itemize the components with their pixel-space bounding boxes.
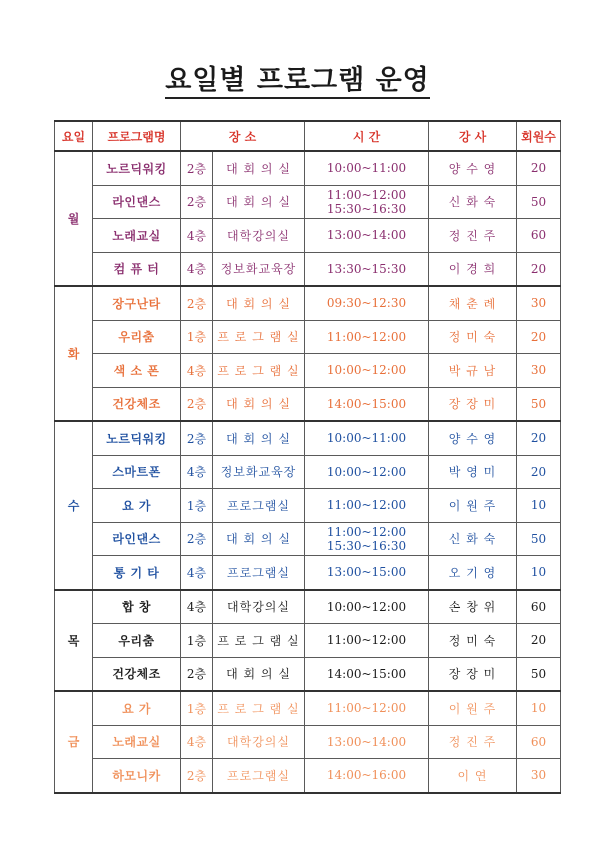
member-count-cell: 20	[517, 624, 561, 658]
time-cell	[305, 624, 429, 658]
table-row	[55, 691, 561, 725]
time-cell	[305, 286, 429, 320]
room-cell: 대학강의실	[213, 219, 305, 253]
time-range: 13:00~14:00	[326, 228, 407, 243]
room-cell: 대 회 의 실	[213, 522, 305, 556]
time-cell	[305, 556, 429, 590]
room-cell: 프로그램실	[213, 759, 305, 793]
program-cell: 노래교실	[93, 219, 181, 253]
floor-cell: 2층	[181, 421, 213, 455]
time-range: 11:00~12:00	[326, 701, 407, 716]
header-time: 시 간	[305, 121, 429, 151]
day-cell: 수	[55, 421, 93, 590]
time-cell	[305, 657, 429, 691]
floor-cell: 2층	[181, 522, 213, 556]
table-row	[55, 590, 561, 624]
table-row	[55, 489, 561, 523]
program-cell: 스마트폰	[93, 455, 181, 489]
instructor-cell: 신 화 숙	[429, 185, 517, 219]
program-cell: 합 창	[93, 590, 181, 624]
time-cell	[305, 759, 429, 793]
program-cell: 노르딕워킹	[93, 151, 181, 185]
program-cell: 건강체조	[93, 387, 181, 421]
floor-cell: 4층	[181, 590, 213, 624]
floor-cell: 4층	[181, 725, 213, 759]
member-count-cell: 30	[517, 759, 561, 793]
table-row	[55, 387, 561, 421]
member-count-cell: 10	[517, 691, 561, 725]
instructor-cell: 이 원 주	[429, 489, 517, 523]
header-row	[55, 121, 561, 151]
instructor-cell: 이 원 주	[429, 691, 517, 725]
room-cell: 프로그램실	[213, 489, 305, 523]
time-range: 15:30~16:30	[326, 538, 407, 553]
time-range: 10:00~11:00	[326, 431, 407, 446]
floor-cell: 1층	[181, 691, 213, 725]
time-range: 13:00~15:00	[326, 565, 407, 580]
time-range: 10:00~12:00	[326, 464, 407, 479]
table-row	[55, 354, 561, 388]
floor-cell: 4층	[181, 455, 213, 489]
program-cell: 우리춤	[93, 320, 181, 354]
time-cell	[305, 354, 429, 388]
time-range: 10:00~12:00	[326, 599, 407, 614]
member-count-cell: 50	[517, 387, 561, 421]
header-members: 회원수	[517, 121, 561, 151]
floor-cell: 4층	[181, 556, 213, 590]
page-title-text: 요일별 프로그램 운영	[165, 65, 430, 99]
room-cell: 정보화교육장	[213, 252, 305, 286]
floor-cell: 2층	[181, 759, 213, 793]
floor-cell: 1층	[181, 320, 213, 354]
instructor-cell: 이 연	[429, 759, 517, 793]
instructor-cell: 양 수 영	[429, 151, 517, 185]
time-cell	[305, 421, 429, 455]
time-cell	[305, 185, 429, 219]
header-day: 요일	[55, 121, 93, 151]
program-cell: 컴 퓨 터	[93, 252, 181, 286]
time-range: 15:30~16:30	[326, 201, 407, 216]
instructor-cell: 정 진 주	[429, 725, 517, 759]
member-count-cell: 60	[517, 725, 561, 759]
time-cell	[305, 522, 429, 556]
table-row	[55, 252, 561, 286]
table-row	[55, 219, 561, 253]
member-count-cell: 20	[517, 151, 561, 185]
program-cell: 통 기 타	[93, 556, 181, 590]
table-row	[55, 151, 561, 185]
instructor-cell: 장 장 미	[429, 387, 517, 421]
table-row	[55, 455, 561, 489]
member-count-cell: 30	[517, 354, 561, 388]
member-count-cell: 20	[517, 320, 561, 354]
member-count-cell: 20	[517, 421, 561, 455]
time-cell	[305, 590, 429, 624]
member-count-cell: 60	[517, 219, 561, 253]
instructor-cell: 장 장 미	[429, 657, 517, 691]
schedule-table	[54, 120, 561, 794]
time-range: 11:00~12:00	[326, 524, 407, 539]
table-row	[55, 725, 561, 759]
member-count-cell: 20	[517, 455, 561, 489]
table-row	[55, 286, 561, 320]
time-cell	[305, 489, 429, 523]
instructor-cell: 박 규 남	[429, 354, 517, 388]
table-row	[55, 320, 561, 354]
header-location: 장 소	[181, 121, 305, 151]
time-cell	[305, 219, 429, 253]
room-cell: 대 회 의 실	[213, 151, 305, 185]
time-cell	[305, 725, 429, 759]
time-range: 10:00~12:00	[326, 363, 407, 378]
header-instructor: 강 사	[429, 121, 517, 151]
member-count-cell: 10	[517, 556, 561, 590]
room-cell: 정보화교육장	[213, 455, 305, 489]
day-cell: 월	[55, 151, 93, 286]
time-range: 14:00~15:00	[326, 666, 407, 681]
time-cell	[305, 691, 429, 725]
time-range: 09:30~12:30	[326, 296, 407, 311]
page-title	[0, 58, 595, 97]
member-count-cell: 10	[517, 489, 561, 523]
floor-cell: 2층	[181, 286, 213, 320]
member-count-cell: 20	[517, 252, 561, 286]
room-cell: 프로그램실	[213, 556, 305, 590]
member-count-cell: 60	[517, 590, 561, 624]
time-range: 13:00~14:00	[326, 734, 407, 749]
time-cell	[305, 320, 429, 354]
instructor-cell: 정 미 숙	[429, 624, 517, 658]
program-cell: 하모니카	[93, 759, 181, 793]
time-range: 10:00~11:00	[326, 161, 407, 176]
floor-cell: 1층	[181, 624, 213, 658]
table-row	[55, 657, 561, 691]
time-range: 14:00~15:00	[326, 396, 407, 411]
time-cell	[305, 252, 429, 286]
program-cell: 장구난타	[93, 286, 181, 320]
room-cell: 대 회 의 실	[213, 185, 305, 219]
floor-cell: 2층	[181, 185, 213, 219]
instructor-cell: 정 진 주	[429, 219, 517, 253]
floor-cell: 4층	[181, 354, 213, 388]
table-row	[55, 522, 561, 556]
program-cell: 요 가	[93, 691, 181, 725]
floor-cell: 2층	[181, 657, 213, 691]
member-count-cell: 30	[517, 286, 561, 320]
program-cell: 라인댄스	[93, 185, 181, 219]
room-cell: 대학강의실	[213, 725, 305, 759]
floor-cell: 2층	[181, 387, 213, 421]
table-row	[55, 185, 561, 219]
room-cell: 프 로 그 램 실	[213, 624, 305, 658]
instructor-cell: 오 기 영	[429, 556, 517, 590]
floor-cell: 1층	[181, 489, 213, 523]
instructor-cell: 박 영 미	[429, 455, 517, 489]
room-cell: 대학강의실	[213, 590, 305, 624]
floor-cell: 4층	[181, 219, 213, 253]
member-count-cell: 50	[517, 657, 561, 691]
time-cell	[305, 387, 429, 421]
program-cell: 라인댄스	[93, 522, 181, 556]
instructor-cell: 정 미 숙	[429, 320, 517, 354]
floor-cell: 2층	[181, 151, 213, 185]
program-cell: 노래교실	[93, 725, 181, 759]
member-count-cell: 50	[517, 522, 561, 556]
day-cell: 금	[55, 691, 93, 793]
instructor-cell: 손 창 위	[429, 590, 517, 624]
table-row	[55, 624, 561, 658]
instructor-cell: 신 화 숙	[429, 522, 517, 556]
schedule-body	[55, 151, 561, 793]
time-range: 14:00~16:00	[326, 768, 407, 783]
instructor-cell: 이 경 희	[429, 252, 517, 286]
member-count-cell: 50	[517, 185, 561, 219]
room-cell: 프 로 그 램 실	[213, 691, 305, 725]
table-row	[55, 759, 561, 793]
time-range: 11:00~12:00	[326, 187, 407, 202]
room-cell: 대 회 의 실	[213, 286, 305, 320]
instructor-cell: 채 춘 례	[429, 286, 517, 320]
day-cell: 화	[55, 286, 93, 421]
room-cell: 대 회 의 실	[213, 387, 305, 421]
room-cell: 프 로 그 램 실	[213, 354, 305, 388]
instructor-cell: 양 수 영	[429, 421, 517, 455]
header-program: 프로그램명	[93, 121, 181, 151]
table-row	[55, 556, 561, 590]
time-range: 11:00~12:00	[326, 633, 407, 648]
program-cell: 우리춤	[93, 624, 181, 658]
program-cell: 요 가	[93, 489, 181, 523]
program-cell: 노르딕워킹	[93, 421, 181, 455]
room-cell: 대 회 의 실	[213, 657, 305, 691]
room-cell: 대 회 의 실	[213, 421, 305, 455]
time-cell	[305, 151, 429, 185]
floor-cell: 4층	[181, 252, 213, 286]
room-cell: 프 로 그 램 실	[213, 320, 305, 354]
time-range: 11:00~12:00	[326, 498, 407, 513]
time-range: 13:30~15:30	[326, 261, 407, 276]
day-cell: 목	[55, 590, 93, 692]
program-cell: 건강체조	[93, 657, 181, 691]
time-range: 11:00~12:00	[326, 329, 407, 344]
program-cell: 색 소 폰	[93, 354, 181, 388]
time-cell	[305, 455, 429, 489]
table-row	[55, 421, 561, 455]
